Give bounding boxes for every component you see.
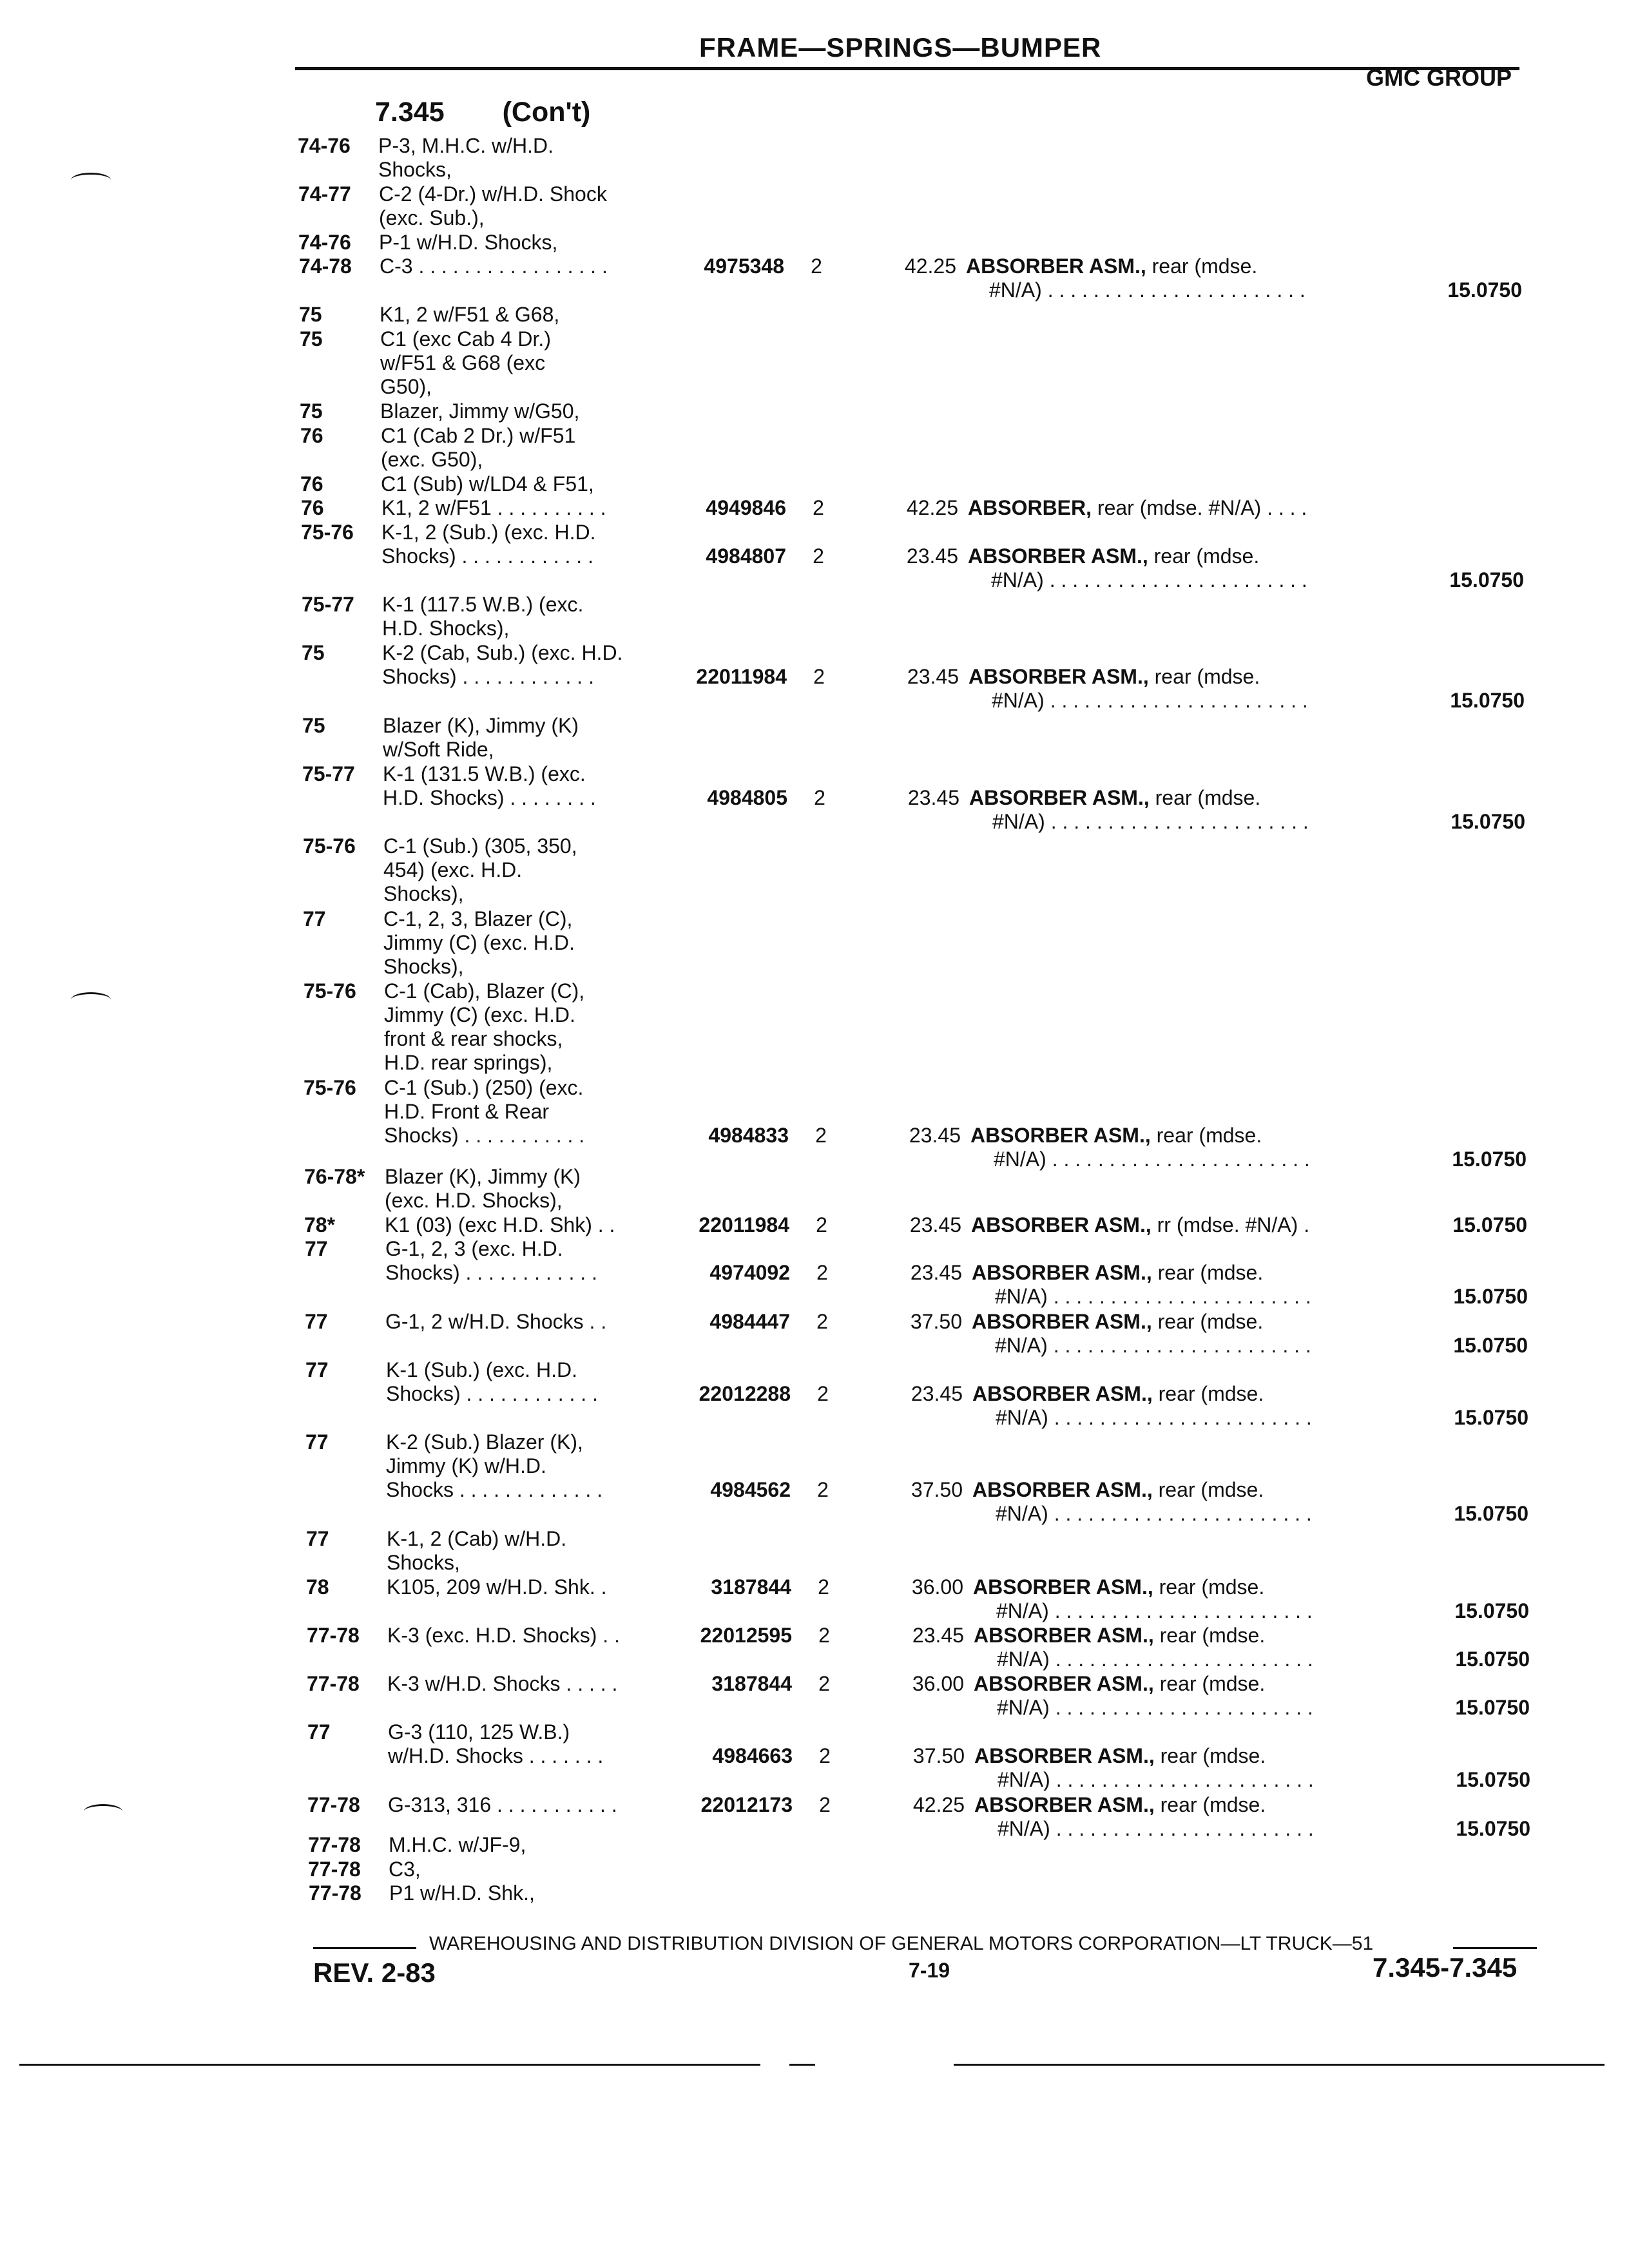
application-description (381, 424, 575, 472)
description-line: P1 w/H.D. Shk., (389, 1881, 535, 1905)
model-year: 77 (305, 1310, 328, 1333)
model-year: 74-76 (298, 231, 351, 254)
part-name-bold: ABSORBER ASM., (971, 1213, 1152, 1236)
list-price: 23.45 (909, 1213, 961, 1236)
application-description (385, 1237, 597, 1285)
description-line: K-1 (Sub.) (exc. H.D. (386, 1358, 577, 1381)
model-year: 78 (306, 1575, 329, 1599)
model-year: 77 (303, 907, 326, 930)
part-number: 4984447 (709, 1310, 790, 1333)
section-heading (375, 97, 590, 128)
description-line: K-3 (exc. H.D. Shocks) . . (387, 1624, 620, 1647)
part-name-line: ABSORBER ASM., rear (mdse. (972, 1382, 1264, 1405)
part-name-bold: ABSORBER ASM., (974, 1793, 1155, 1816)
part-name (968, 496, 1307, 520)
group-code: 15.0750 (1447, 278, 1522, 302)
model-year: 75-77 (302, 762, 355, 785)
part-name (969, 665, 1308, 713)
part-name (974, 1793, 1314, 1841)
bottom-rule-dash (789, 2064, 815, 2066)
part-name (970, 1124, 1310, 1171)
application-description (388, 1720, 603, 1768)
description-line: C3, (389, 1858, 421, 1881)
description-line: (exc. G50), (381, 448, 483, 471)
part-number: 4949846 (706, 496, 786, 519)
group-code: 15.0750 (1456, 1768, 1530, 1791)
model-year: 76 (300, 472, 323, 495)
application-description (386, 1358, 598, 1406)
part-name (969, 786, 1309, 834)
part-name-line: #N/A) . . . . . . . . . . . . . . . . . . . . . . . (998, 1817, 1314, 1840)
description-line: C-3 . . . . . . . . . . . . . . . . . (380, 255, 608, 278)
part-name-line: ABSORBER ASM., rear (mdse. (974, 1793, 1266, 1816)
page-number: 7-19 (909, 1959, 950, 1982)
description-line: K-1, 2 (Cab) w/H.D. (387, 1527, 567, 1550)
application-description (385, 1165, 581, 1213)
description-line: H.D. rear springs), (384, 1051, 553, 1074)
description-line: C-1, 2, 3, Blazer (C), (383, 907, 573, 930)
description-line: G-1, 2, 3 (exc. H.D. (385, 1237, 563, 1260)
part-name-bold: ABSORBER ASM., (973, 1575, 1153, 1599)
part-name-bold: ABSORBER ASM., (970, 1124, 1151, 1147)
part-number: 22012595 (700, 1624, 792, 1647)
description-line: K105, 209 w/H.D. Shk. . (387, 1575, 607, 1599)
application-description (387, 1575, 607, 1599)
model-year: 75-76 (301, 521, 354, 544)
footer-rule-right (1453, 1947, 1537, 1949)
part-name-line: #N/A) . . . . . . . . . . . . . . . . . . . . . . . (996, 1406, 1312, 1429)
description-line: (exc. Sub.), (379, 206, 485, 229)
part-number: 22012288 (699, 1382, 791, 1405)
model-year: 77-78 (308, 1858, 361, 1881)
group-code: 15.0750 (1455, 1696, 1530, 1719)
group-code: 15.0750 (1453, 1334, 1528, 1357)
model-year: 77 (305, 1358, 329, 1381)
list-price: 36.00 (912, 1672, 964, 1695)
model-year: 75 (302, 641, 325, 664)
part-name-line: #N/A) . . . . . . . . . . . . . . . . . . . . . . . (996, 1502, 1312, 1525)
model-year: 77-78 (309, 1881, 361, 1905)
part-name-line: #N/A) . . . . . . . . . . . . . . . . . . . . . . . (991, 568, 1307, 591)
part-name-line: #N/A) . . . . . . . . . . . . . . . . . . . . . . . (994, 1148, 1310, 1171)
application-description (383, 907, 575, 979)
list-price: 37.50 (912, 1744, 965, 1767)
application-description (380, 327, 551, 399)
part-number: 3187844 (711, 1575, 791, 1599)
model-year: 77 (305, 1430, 329, 1454)
list-price: 42.25 (904, 255, 956, 278)
description-line: Jimmy (C) (exc. H.D. (384, 1003, 575, 1026)
part-name-bold: ABSORBER ASM., (972, 1382, 1153, 1405)
part-name-line: #N/A) . . . . . . . . . . . . . . . . . . . . . . . (995, 1285, 1311, 1308)
part-name-line: ABSORBER ASM., rear (mdse. (973, 1575, 1265, 1599)
part-name-bold: ABSORBER ASM., (969, 786, 1150, 809)
description-line: Shocks) . . . . . . . . . . . . (382, 665, 594, 688)
bottom-rule-right (954, 2064, 1605, 2066)
group-code: 15.0750 (1453, 1285, 1528, 1308)
part-name-line: #N/A) . . . . . . . . . . . . . . . . . . . . . . . (997, 1648, 1313, 1671)
application-description (386, 1430, 602, 1502)
description-line: K-1 (131.5 W.B.) (exc. (383, 762, 586, 785)
quantity: 2 (817, 1478, 829, 1501)
part-name (972, 1261, 1311, 1309)
part-name-line: #N/A) . . . . . . . . . . . . . . . . . . . . . . . (998, 1768, 1314, 1791)
part-name-line: #N/A) . . . . . . . . . . . . . . . . . . . . . . . (996, 1599, 1313, 1622)
quantity: 2 (819, 1744, 831, 1767)
model-year: 77-78 (307, 1624, 360, 1647)
part-name-bold: ABSORBER ASM., (972, 1310, 1152, 1333)
application-description (381, 521, 596, 568)
description-line: C1 (Sub) w/LD4 & F51, (381, 472, 594, 495)
part-name-line: ABSORBER ASM., rear (mdse. (970, 1124, 1262, 1147)
part-name (971, 1213, 1309, 1237)
part-name-line: ABSORBER ASM., rear (mdse. (974, 1744, 1266, 1767)
description-line: 454) (exc. H.D. (383, 858, 523, 881)
group-code: 15.0750 (1454, 1502, 1528, 1525)
part-name-line: #N/A) . . . . . . . . . . . . . . . . . . . . . . . (992, 810, 1309, 833)
description-line: Shocks) . . . . . . . . . . . . (386, 1382, 598, 1405)
application-description (379, 231, 557, 255)
part-number: 22011984 (696, 665, 787, 688)
description-line: K1 (03) (exc H.D. Shk) . . (385, 1213, 615, 1236)
list-price: 37.50 (911, 1478, 963, 1501)
part-name (973, 1575, 1313, 1623)
application-description (389, 1881, 535, 1905)
group-code: 15.0750 (1452, 1213, 1527, 1236)
part-number: 4984663 (712, 1744, 793, 1767)
description-line: Shocks) . . . . . . . . . . . . (381, 544, 593, 568)
description-line: K1, 2 w/F51 . . . . . . . . . . (381, 496, 606, 519)
model-year: 75 (300, 399, 323, 423)
description-line: (exc. H.D. Shocks), (385, 1189, 563, 1212)
description-line: K-1, 2 (Sub.) (exc. H.D. (381, 521, 596, 544)
description-line: H.D. Shocks), (382, 617, 510, 640)
application-description (385, 1310, 606, 1334)
quantity: 2 (817, 1382, 829, 1405)
description-line: M.H.C. w/JF-9, (389, 1833, 526, 1856)
quantity: 2 (813, 544, 824, 568)
page-title: FRAME—SPRINGS—BUMPER (699, 32, 1102, 62)
list-price: 42.25 (912, 1793, 965, 1816)
part-name-bold: ABSORBER ASM., (966, 255, 1146, 278)
group-code: 15.0750 (1449, 568, 1524, 591)
part-name (974, 1624, 1313, 1671)
part-number: 3187844 (711, 1672, 792, 1695)
list-price: 42.25 (906, 496, 958, 519)
section-range: 7.345-7.345 (1373, 1952, 1518, 1983)
model-year: 77 (305, 1237, 328, 1260)
application-description (383, 834, 577, 906)
list-price: 23.45 (906, 544, 958, 568)
footer-rule-left (313, 1947, 416, 1949)
quantity: 2 (816, 1310, 828, 1333)
part-name (972, 1382, 1312, 1430)
group-code: 15.0750 (1451, 810, 1525, 833)
list-price: 23.45 (907, 786, 959, 809)
description-line: C-1 (Cab), Blazer (C), (384, 979, 585, 1003)
group-code: 15.0750 (1450, 689, 1525, 712)
quantity: 2 (816, 1261, 828, 1284)
application-description (383, 762, 596, 810)
part-name (974, 1744, 1314, 1792)
part-number: 4984805 (707, 786, 787, 809)
section-continued: (Con't) (502, 97, 591, 128)
description-line: Blazer (K), Jimmy (K) (385, 1165, 581, 1188)
description-line: K-2 (Sub.) Blazer (K), (386, 1430, 583, 1454)
list-price: 37.50 (910, 1310, 962, 1333)
model-year: 75-77 (302, 593, 354, 616)
quantity: 2 (816, 1213, 827, 1236)
model-year: 76 (300, 424, 323, 447)
part-name-line: ABSORBER ASM., rear (mdse. (972, 1261, 1264, 1284)
description-line: C-2 (4-Dr.) w/H.D. Shock (379, 182, 607, 206)
description-line: G-313, 316 . . . . . . . . . . . (388, 1793, 617, 1816)
part-name-bold: ABSORBER ASM., (974, 1624, 1154, 1647)
part-number: 4975348 (704, 255, 784, 278)
part-number: 4974092 (709, 1261, 790, 1284)
part-number: 4984562 (710, 1478, 791, 1501)
model-year: 75 (302, 714, 325, 737)
description-line: w/H.D. Shocks . . . . . . . (388, 1744, 604, 1767)
description-line: H.D. Shocks) . . . . . . . . (383, 786, 596, 809)
description-line: G50), (380, 375, 432, 398)
binder-hole-mark (84, 1804, 122, 1819)
part-name-line: ABSORBER ASM., rear (mdse. (969, 786, 1261, 809)
application-description (389, 1833, 526, 1857)
part-name-bold: ABSORBER ASM., (974, 1672, 1154, 1695)
application-description (380, 255, 608, 278)
part-name-line: ABSORBER ASM., rear (mdse. (968, 544, 1260, 568)
model-year: 75-76 (304, 1076, 356, 1099)
part-number: 22011984 (699, 1213, 789, 1236)
description-line: K-3 w/H.D. Shocks . . . . . (387, 1672, 618, 1695)
quantity: 2 (811, 255, 822, 278)
part-name-line: ABSORBER ASM., rear (mdse. (974, 1624, 1266, 1647)
description-line: Jimmy (K) w/H.D. (386, 1454, 546, 1477)
description-line: P-1 w/H.D. Shocks, (379, 231, 558, 254)
group-code: 15.0750 (1452, 1148, 1527, 1171)
part-name-bold: ABSORBER, (968, 496, 1092, 519)
description-line: C1 (Cab 2 Dr.) w/F51 (381, 424, 576, 447)
bottom-rule (19, 2064, 760, 2066)
part-name (974, 1672, 1313, 1720)
application-description (381, 472, 594, 496)
description-line: Shocks . . . . . . . . . . . . . (386, 1478, 603, 1501)
model-year: 74-76 (298, 134, 351, 157)
group-code: 15.0750 (1454, 1599, 1529, 1622)
application-description (382, 641, 622, 689)
list-price: 23.45 (907, 665, 959, 688)
footer-division: WAREHOUSING AND DISTRIBUTION DIVISION OF GENERAL MOTORS CORPORATION—LT TRUCK—51 (429, 1933, 1374, 1954)
model-year: 74-77 (298, 182, 351, 206)
description-line: H.D. Front & Rear (384, 1100, 550, 1123)
description-line: P-3, M.H.C. w/H.D. (378, 134, 554, 157)
model-year: 76 (301, 496, 324, 519)
part-name-line: ABSORBER ASM., rear (mdse. (966, 255, 1258, 278)
group-code: 15.0750 (1454, 1406, 1528, 1429)
application-description (380, 303, 559, 327)
part-name-bold: ABSORBER ASM., (974, 1744, 1155, 1767)
description-line: w/F51 & G68 (exc (380, 351, 546, 374)
part-name-line: ABSORBER ASM., rr (mdse. #N/A) . (971, 1213, 1310, 1236)
application-description (381, 496, 606, 520)
model-year: 77 (306, 1527, 329, 1550)
quantity: 2 (815, 1124, 827, 1147)
list-price: 23.45 (912, 1624, 964, 1647)
model-year: 75 (299, 303, 322, 326)
description-line: Shocks) . . . . . . . . . . . (384, 1124, 585, 1147)
application-description (379, 182, 607, 230)
binder-hole-mark (71, 173, 111, 187)
description-line: K1, 2 w/F51 & G68, (380, 303, 560, 326)
list-price: 23.45 (909, 1124, 961, 1147)
list-price: 36.00 (911, 1575, 963, 1599)
application-description (388, 1793, 617, 1817)
part-name-line: #N/A) . . . . . . . . . . . . . . . . . . . . . . . (995, 1334, 1311, 1357)
list-price: 23.45 (910, 1261, 962, 1284)
description-line: Shocks), (383, 955, 464, 978)
part-name-line: ABSORBER ASM., rear (mdse. (972, 1478, 1264, 1501)
description-line: G-1, 2 w/H.D. Shocks . . (385, 1310, 607, 1333)
model-year: 77-78 (308, 1833, 361, 1856)
quantity: 2 (813, 496, 824, 519)
part-name (972, 1478, 1312, 1526)
part-number: 4984833 (708, 1124, 789, 1147)
part-name (966, 255, 1306, 302)
quantity: 2 (818, 1575, 829, 1599)
part-name-bold: ABSORBER ASM., (969, 665, 1149, 688)
part-name-line: ABSORBER ASM., rear (mdse. (969, 665, 1260, 688)
model-year: 78* (304, 1213, 336, 1236)
model-year: 74-78 (299, 255, 352, 278)
description-line: front & rear shocks, (384, 1027, 563, 1050)
binder-hole-mark (71, 992, 111, 1007)
part-name-bold: ABSORBER ASM., (972, 1261, 1152, 1284)
section-number: 7.345 (375, 97, 445, 128)
part-name-line: #N/A) . . . . . . . . . . . . . . . . . . . . . . . (992, 689, 1308, 712)
quantity: 2 (814, 786, 825, 809)
application-description (384, 979, 584, 1075)
part-name (972, 1310, 1311, 1358)
part-name-line: ABSORBER ASM., rear (mdse. (972, 1310, 1264, 1333)
application-description (387, 1672, 617, 1696)
application-description (383, 714, 579, 762)
part-number: 4984807 (706, 544, 786, 568)
description-line: C1 (exc Cab 4 Dr.) (380, 327, 551, 351)
model-year: 76-78* (304, 1165, 365, 1188)
application-description (387, 1624, 620, 1648)
part-name-line: #N/A) . . . . . . . . . . . . . . . . . . . . . . . (997, 1696, 1313, 1719)
description-line: Shocks) . . . . . . . . . . . . (385, 1261, 597, 1284)
part-name-line: #N/A) . . . . . . . . . . . . . . . . . . . . . . . (989, 278, 1306, 302)
quantity: 2 (819, 1793, 831, 1816)
description-line: K-1 (117.5 W.B.) (exc. (382, 593, 584, 616)
part-name-bold: ABSORBER ASM., (972, 1478, 1153, 1501)
model-year: 77-78 (307, 1793, 360, 1816)
model-year: 75 (300, 327, 323, 351)
application-description (378, 134, 554, 182)
revision-label: REV. 2-83 (313, 1957, 436, 1988)
description-line: Blazer (K), Jimmy (K) (383, 714, 579, 737)
part-name (968, 544, 1307, 592)
application-description (389, 1858, 421, 1881)
part-name-line: ABSORBER ASM., rear (mdse. (974, 1672, 1266, 1695)
description-line: Shocks, (378, 158, 452, 181)
header-rule (295, 67, 1519, 70)
model-year: 75-76 (304, 979, 356, 1003)
quantity: 2 (818, 1624, 830, 1647)
group-code: 15.0750 (1455, 1648, 1530, 1671)
model-year: 77-78 (307, 1672, 360, 1695)
application-description (387, 1527, 566, 1575)
application-description (385, 1213, 615, 1237)
description-line: Shocks), (383, 882, 464, 905)
description-line: Jimmy (C) (exc. H.D. (383, 931, 575, 954)
part-number: 22012173 (700, 1793, 793, 1816)
description-line: Blazer, Jimmy w/G50, (380, 399, 580, 423)
list-price: 23.45 (911, 1382, 963, 1405)
quantity: 2 (818, 1672, 830, 1695)
description-line: Shocks, (387, 1551, 460, 1574)
description-line: w/Soft Ride, (383, 738, 494, 761)
description-line: G-3 (110, 125 W.B.) (388, 1720, 570, 1744)
model-year: 77 (307, 1720, 331, 1744)
application-description (382, 593, 583, 640)
application-description (384, 1076, 584, 1148)
group-label: GMC GROUP (1366, 64, 1512, 91)
application-description (380, 399, 579, 423)
description-line: C-1 (Sub.) (305, 350, (383, 834, 577, 858)
description-line: C-1 (Sub.) (250) (exc. (384, 1076, 584, 1099)
group-code: 15.0750 (1456, 1817, 1530, 1840)
quantity: 2 (813, 665, 825, 688)
description-line: K-2 (Cab, Sub.) (exc. H.D. (382, 641, 623, 664)
model-year: 75-76 (303, 834, 356, 858)
part-name-bold: ABSORBER ASM., (968, 544, 1148, 568)
part-name-line: ABSORBER, rear (mdse. #N/A) . . . . (968, 496, 1307, 519)
